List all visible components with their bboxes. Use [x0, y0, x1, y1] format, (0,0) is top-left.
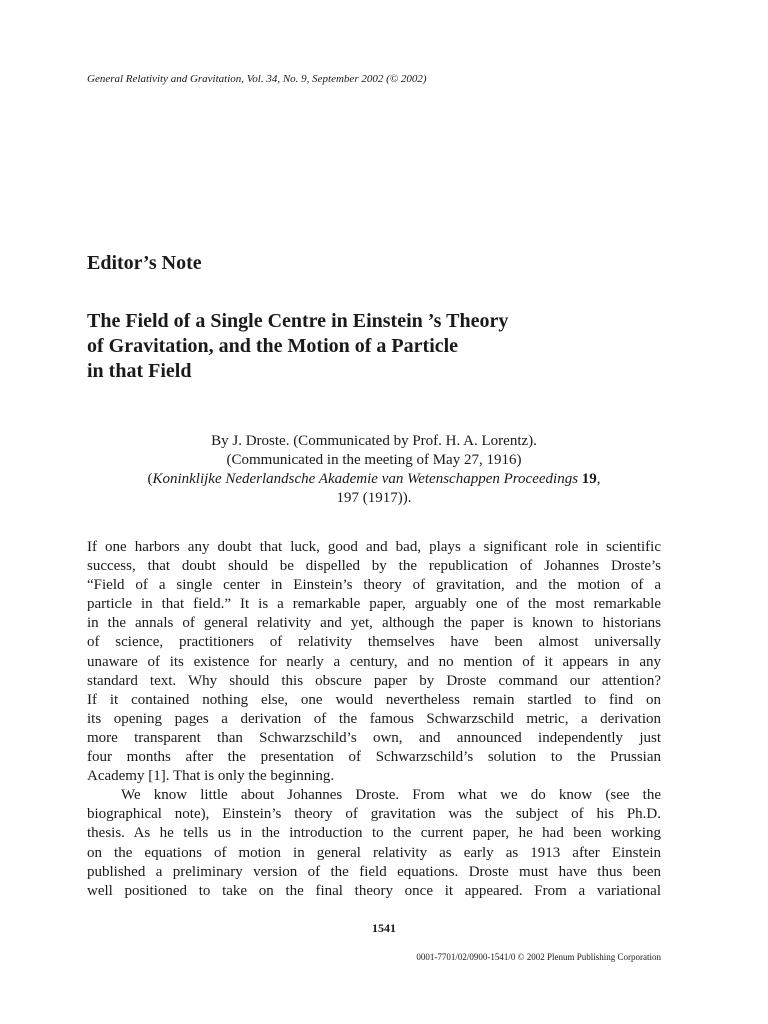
body-line: particle in that field.” It is a remarkable paper, arguably one of the most remarkable	[87, 596, 661, 613]
journal-name: Koninklijke Nederlandsche Akademie van Wetenschappen Proceedings	[152, 471, 579, 487]
paper-title	[87, 309, 508, 384]
title-line: in that Field	[87, 360, 192, 382]
running-head: General Relativity and Gravitation, Vol. 34, No. 9, September 2002 (© 2002)	[87, 73, 427, 85]
body-line: its opening pages a derivation of the famous Schwarzschild metric, a derivation	[87, 710, 661, 727]
journal-line	[87, 470, 661, 489]
body-line: in the annals of general relativity and yet, although the paper is known to historians	[87, 615, 661, 632]
meeting-line: (Communicated in the meeting of May 27, 1916)	[226, 452, 522, 468]
journal-open-paren: (	[147, 471, 153, 487]
body-line: of science, practitioners of relativity themselves have been almost universally	[87, 634, 661, 651]
footer-copyright: 0001-7701/02/0900-1541/0 © 2002 Plenum Publishing Corporation	[416, 952, 661, 962]
body-line: four months after the presentation of Schwarzschild’s solution to the Prussian	[87, 749, 661, 766]
body-text	[87, 538, 661, 901]
body-line: unaware of its existence for nearly a century, and no mention of it appears in any	[87, 653, 661, 670]
body-line: If it contained nothing else, one would nevertheless remain startled to find on	[87, 691, 661, 708]
body-line: thesis. As he tells us in the introduction to the current paper, he had been working	[87, 825, 661, 842]
journal-comma: ,	[596, 471, 601, 487]
title-line: of Gravitation, and the Motion of a Particle	[87, 335, 459, 357]
author-line: By J. Droste. (Communicated by Prof. H. A. Lorentz).	[211, 433, 537, 449]
journal-volume: 19	[581, 471, 597, 487]
body-line: biographical note), Einstein’s theory of gravitation was the subject of his Ph.D.	[87, 806, 661, 823]
body-line: Academy [1]. That is only the beginning.	[87, 768, 335, 785]
body-line: success, that doubt should be dispelled by the republication of Johannes Droste’s	[87, 558, 661, 575]
body-line: We know little about Johannes Droste. From what we do know (see the	[121, 787, 661, 804]
section-label: Editor’s Note	[87, 252, 202, 274]
title-line: The Field of a Single Centre in Einstein ’s Theory	[87, 310, 509, 332]
body-line: If one harbors any doubt that luck, good and bad, plays a significant role in scientific	[87, 539, 661, 555]
body-line: “Field of a single center in Einstein’s theory of gravitation, and the motion of a	[87, 577, 661, 594]
body-line: standard text. Why should this obscure paper by Droste command our attention?	[87, 672, 661, 689]
journal-pages: 197 (1917)).	[336, 490, 412, 506]
body-line: more transparent than Schwarzschild’s own, and announced independently just	[87, 729, 661, 746]
page-number: 1541	[372, 921, 396, 935]
body-line: on the equations of motion in general relativity as early as 1913 after Einstein	[87, 844, 661, 861]
body-line: published a preliminary version of the field equations. Droste must have thus been	[87, 863, 661, 880]
byline	[87, 432, 661, 508]
body-line: well positioned to take on the final theory once it appeared. From a variational	[87, 882, 661, 899]
